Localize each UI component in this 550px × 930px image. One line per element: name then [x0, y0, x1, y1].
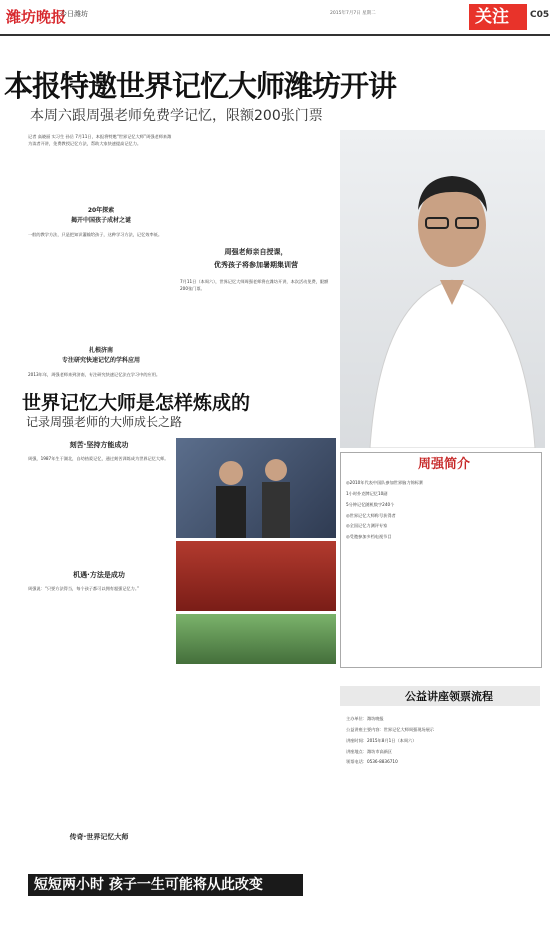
body-paragraph: 2013年年，周强老师来到济南，专注研究快速记忆法在学习中的应用。 — [28, 372, 161, 378]
header-rule — [0, 34, 550, 36]
headline-subtitle: 本周六跟周强老师免费学记忆，限额200张门票 — [30, 108, 323, 124]
award-photo-art — [176, 438, 336, 538]
flow-topic: 公益讲座主要内容：世界记忆大师周强现场展示 — [346, 726, 434, 732]
article1-subhead-2: 扎根济南 — [88, 347, 113, 354]
section2-title: 世界记忆大师是怎样炼成的 — [22, 392, 251, 414]
award-photo — [176, 438, 336, 538]
bottom-banner: 短短两小时 孩子一生可能将从此改变 — [28, 874, 303, 896]
section-badge: 关注 — [469, 4, 527, 30]
profile-item: 5分钟记忆随机数字240个 — [346, 501, 395, 507]
flow-place: 讲座地点：潍坊市高新区 — [346, 748, 393, 754]
profile-item: ◎世界记忆大师称号获得者 — [346, 512, 396, 518]
article1-subhead-3b: 优秀孩子将参加暑期集训营 — [214, 261, 298, 269]
flow-phone: 领票电话：0536-8836710 — [346, 759, 398, 765]
intro-paragraph: 记者 高晓丽 实习生 孙岳 7月11日，本报将特邀“世界记忆大师”周强老师来潍为读者开讲，免费教授记忆方法，帮助大家快速提高记忆力。 — [28, 134, 172, 146]
body-paragraph: 周强，1987年生于湖北，自幼热爱记忆，通过刻苦训练成为世界记忆大师。 — [28, 456, 169, 462]
outdoor-photo — [176, 614, 336, 664]
article1-p2 — [28, 368, 174, 383]
group-photo — [176, 541, 336, 611]
portrait-illustration — [340, 130, 545, 448]
article1-subhead-1b: 揭开中国孩子成材之谜 — [70, 217, 131, 224]
profile-item: ◎受邀参加多档电视节目 — [346, 534, 392, 540]
article1-intro — [28, 130, 174, 152]
portrait-photo — [340, 130, 545, 448]
issue-date: 2015年7月7日 星期二 — [330, 11, 376, 16]
flow-title: 公益讲座领票流程 — [405, 690, 493, 703]
profile-item: ◎2010年代表中国队参加世界脑力锦标赛 — [346, 480, 424, 486]
flow-details — [346, 712, 536, 770]
section2-subhead-2: 机遇·方法是成功 — [73, 571, 125, 579]
newspaper-logo: 潍坊晚报 — [6, 8, 67, 26]
body-paragraph: 一般的教学方法，只是把知识灌输给孩子，这种学习方法，记忆效率低。 — [28, 232, 163, 238]
profile-list — [346, 476, 536, 545]
article1-subhead-3: 周强老师亲自授课， — [224, 248, 288, 256]
article1-subhead-1: 20年探索 — [87, 207, 115, 214]
profile-title: 周强简介 — [418, 457, 471, 472]
profile-item: 1小时扑克牌记忆10副 — [346, 490, 388, 496]
article1-p3 — [180, 275, 332, 297]
section2-p2 — [28, 582, 170, 597]
article1-p1 — [28, 228, 174, 243]
headline: 本报特邀世界记忆大师潍坊开讲 — [4, 69, 397, 103]
flow-host: 主办单位：潍坊晚报 — [346, 716, 384, 722]
section2-p1 — [28, 452, 170, 467]
section2-subtitle: 记录周强老师的大师成长之路 — [26, 415, 183, 429]
page-number: C05 — [530, 10, 550, 20]
section2-subhead-3: 传奇·世界记忆大师 — [69, 833, 129, 841]
section2-subhead-1: 刻苦·坚持方能成功 — [69, 441, 129, 449]
body-paragraph: 7月11日（本周六），世界记忆大师周强老师将在潍坊开讲，本次活动免费，限额200张门票。 — [180, 279, 329, 291]
section-name: 今日潍坊 — [60, 10, 88, 18]
flow-time: 讲座时间：2015年8月1日（本周六） — [346, 737, 417, 743]
profile-item: ◎全国记忆力测评专家 — [346, 523, 388, 529]
article1-subhead-2b: 专注研究快速记忆的学科应用 — [61, 357, 140, 364]
body-paragraph: 周强说：“只要方法得当，每个孩子都可以拥有超强记忆力。” — [28, 586, 140, 592]
